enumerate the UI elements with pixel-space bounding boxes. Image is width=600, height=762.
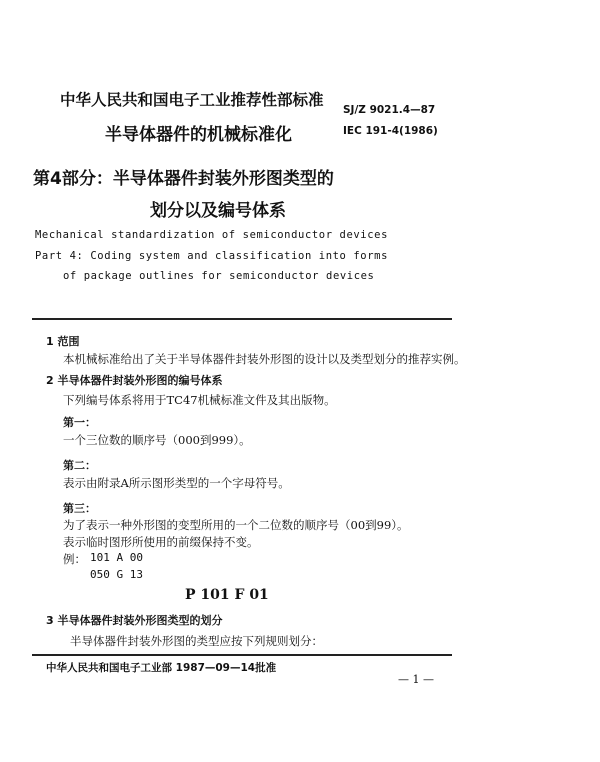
code-display: P 101 F 01 (185, 587, 269, 603)
first-text: 一个三位数的顺序号（000到999）。 (63, 433, 251, 447)
first-label: 第一： (63, 416, 96, 429)
footer-divider (32, 654, 452, 656)
title-part-line2: 划分以及编号体系 (150, 201, 286, 221)
example-code-1: 101 A 00 (90, 551, 143, 564)
title-part-line1: 第4部分：半导体器件封装外形图类型的 (33, 169, 334, 189)
section-1-text: 本机械标准给出了关于半导体器件封装外形图的设计以及类型划分的推荐实例。 (63, 352, 466, 366)
title-main: 半导体器件的机械标准化 (105, 125, 292, 145)
section-2-title: 2 半导体器件封装外形图的编号体系 (46, 374, 223, 387)
page-number: — 1 — (398, 673, 434, 686)
second-label: 第二： (63, 459, 96, 472)
example-code-2: 050 G 13 (90, 568, 143, 581)
english-title-line3: of package outlines for semiconductor devices (63, 270, 375, 282)
third-text-1: 为了表示一种外形图的变型所用的一个二位数的顺序号（00到99）。 (63, 518, 409, 532)
issuer-line: 中华人民共和国电子工业推荐性部标准 (60, 91, 324, 109)
section-3-title: 3 半导体器件封装外形图类型的划分 (46, 614, 223, 627)
section-1-title: 1 范围 (46, 335, 80, 348)
third-text-2: 表示临时图形所使用的前缀保持不变。 (63, 535, 259, 549)
approval-line: 中华人民共和国电子工业部 1987—09—14批准 (46, 662, 277, 674)
example-label: 例： (63, 552, 86, 566)
section-3-text: 半导体器件封装外形图的类型应按下列规则划分： (70, 634, 323, 648)
second-text: 表示由附录A所示图形类型的一个字母符号。 (63, 476, 290, 490)
standard-number: SJ/Z 9021.4—87 (343, 104, 436, 116)
section-2-text: 下列编号体系将用于TC47机械标准文件及其出版物。 (63, 393, 336, 407)
third-label: 第三： (63, 502, 96, 515)
header-divider (32, 318, 452, 320)
english-title-line2: Part 4: Coding system and classification into forms (35, 250, 388, 262)
english-title-line1: Mechanical standardization of semiconductor devices (35, 229, 388, 241)
iec-reference: IEC 191-4(1986) (343, 125, 438, 137)
